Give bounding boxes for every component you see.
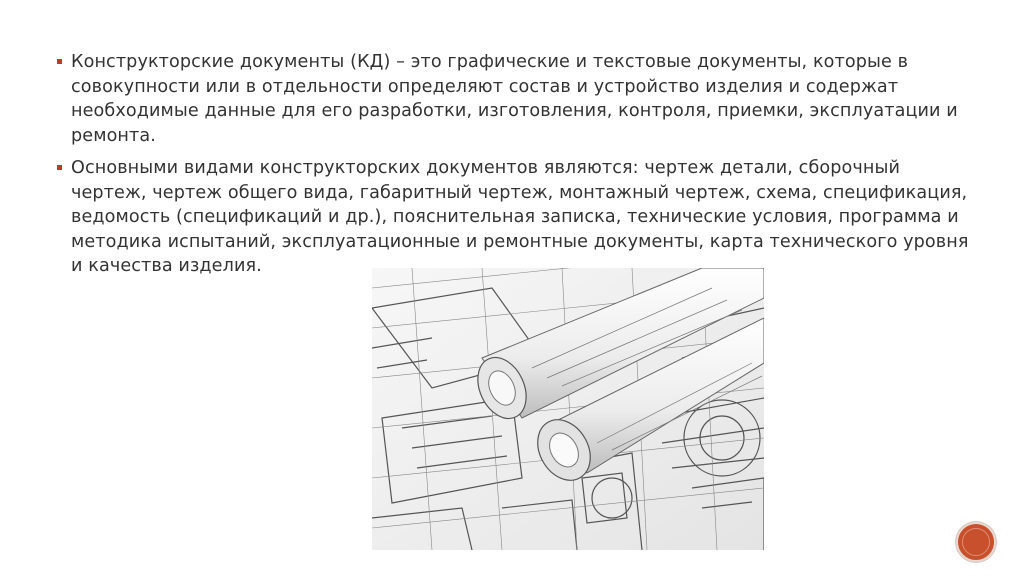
circle-nav-icon[interactable] <box>956 522 996 562</box>
bullet-text: Основными видами конструкторских документов являются: чертеж детали, сборочный чертеж, чертеж общего вида, габаритный чертеж, монтажный чертеж, схема, спецификация, ведомость (спецификаций и др.), пояснительная записка, технические условия, программа и методика испытаний, эксплуатационные и ремонтные документы, карта технического уровня и качества изделия. <box>71 158 969 276</box>
bullet-marker-icon <box>57 59 62 64</box>
nav-button-ring <box>962 528 990 556</box>
bullet-list <box>57 50 977 287</box>
blueprints-illustration <box>372 268 764 550</box>
bullet-item <box>57 156 977 279</box>
bullet-item <box>57 50 977 148</box>
blueprints-photo <box>372 268 764 550</box>
bullet-marker-icon <box>57 165 62 170</box>
bullet-text: Конструкторские документы (КД) – это графические и текстовые документы, которые в совокупности или в отдельности определяют состав и устройство изделия и содержат необходимые данные для его разработки, изготовления, контроля, приемки, эксплуатации и ремонта. <box>71 52 958 146</box>
